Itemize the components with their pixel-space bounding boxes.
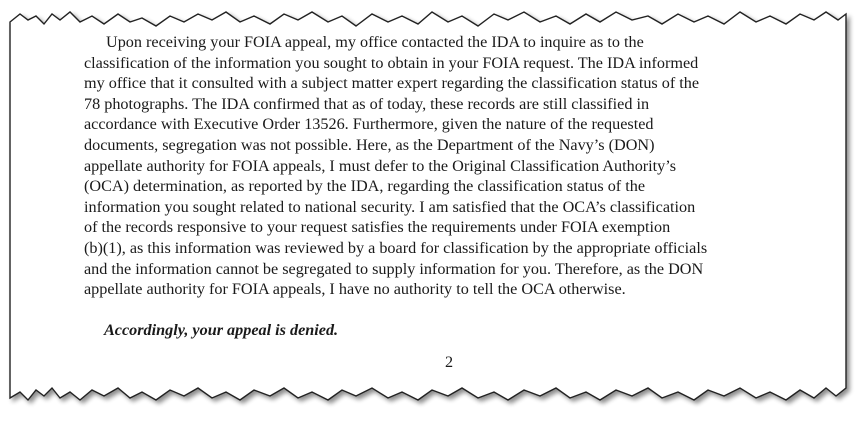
appeal-decision: Accordingly, your appeal is denied. [104, 320, 339, 339]
paragraph-line: my office that it consulted with a subject matter expert regarding the classification status of the [84, 74, 700, 93]
paragraph-line: (b)(1), as this information was reviewed by a board for classification by the appropriate officials [84, 238, 708, 257]
paragraph-line: classification of the information you sought to obtain in your FOIA request. The IDA informed [84, 53, 699, 72]
paragraph-line: accordance with Executive Order 13526. Furthermore, given the nature of the requested [84, 115, 654, 134]
paragraph-line: information you sought related to national security. I am satisfied that the OCA’s classification [84, 197, 696, 216]
paragraph-line: documents, segregation was not possible. Here, as the Department of the Navy’s (DON) [84, 135, 655, 154]
appeal-response-paragraph [84, 32, 814, 300]
paragraph-line: of the records responsive to your request satisfies the requirements under FOIA exemption [84, 218, 671, 237]
paragraph-line: (OCA) determination, as reported by the IDA, regarding the classification status of the [84, 177, 645, 196]
paragraph-line: appellate authority for FOIA appeals, I have no authority to tell the OCA otherwise. [84, 280, 626, 299]
paragraph-line: Upon receiving your FOIA appeal, my office contacted the IDA to inquire as to the [106, 33, 644, 51]
paragraph-line: 78 photographs. The IDA confirmed that as of today, these records are still classified in [84, 94, 650, 113]
paragraph-line: and the information cannot be segregated to supply information for you. Therefore, as the DON [84, 259, 704, 278]
paragraph-line: appellate authority for FOIA appeals, I must defer to the Original Classification Authority’s [84, 156, 677, 175]
page-number: 2 [444, 353, 454, 372]
letter-body [84, 32, 814, 373]
